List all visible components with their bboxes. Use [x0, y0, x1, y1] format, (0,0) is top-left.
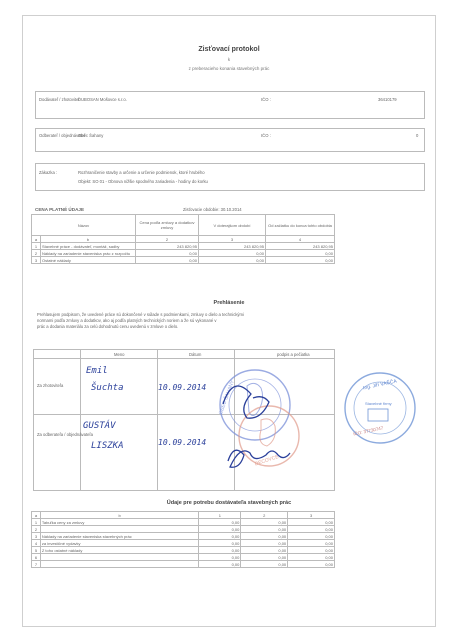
row-value: 0,00: [266, 257, 335, 264]
summary-col-c: Od začiatku do konca tohto obdobia: [266, 215, 335, 236]
firma-stamp: [345, 373, 415, 443]
row-value: 0,00: [136, 250, 199, 257]
hw-zhotovitel-name-2: Šuchta: [91, 383, 124, 393]
odberatel-ico-label: IČO :: [261, 133, 271, 138]
table-row: [32, 533, 335, 540]
row-value: 0,00: [266, 250, 335, 257]
svg-text:OBEC ŠAHANY: OBEC ŠAHANY: [217, 379, 236, 416]
table-row: [32, 519, 335, 526]
prehlasenie-line1: Prehlasujem podpisom, že uvedené práce sú dokončené v súlade s podmienkami, zmluvy o dielo a technickými: [37, 312, 244, 317]
row-value: 0,00: [241, 533, 288, 540]
summary-num-b: b: [41, 236, 136, 243]
row-value: 0,00: [199, 519, 241, 526]
table-row: [32, 547, 335, 554]
row-number: 6: [32, 554, 41, 561]
row-name: Tabuľka ceny za zmluvy: [40, 519, 199, 526]
bottom-num-3: 3: [288, 512, 335, 519]
summary-num-a: a: [32, 236, 41, 243]
row-value: 0,00: [241, 526, 288, 533]
sig-col-name: Meno: [114, 352, 125, 357]
svg-text:Ing. Jiří VAŠČA: Ing. Jiří VAŠČA: [362, 378, 398, 392]
odberatel-name: Obec Šahany: [78, 133, 104, 138]
table-row: [32, 540, 335, 547]
row-name: Ostatné náklady: [41, 257, 136, 264]
bottom-num-a: a: [32, 512, 41, 519]
row-value: 0,00: [241, 547, 288, 554]
hw-zhotovitel-date: 10.09.2014: [158, 383, 207, 392]
sig-col-date: Dátum: [189, 352, 202, 357]
bottom-num-2: 2: [241, 512, 288, 519]
sig-col-sign: podpis a pečiatka: [277, 352, 310, 357]
document-page: [22, 15, 436, 627]
row-value: 0,00: [199, 257, 266, 264]
row-number: 1: [32, 519, 41, 526]
row-name: Náklady na zariadenie staveniska stavebných prác: [40, 533, 199, 540]
summary-num-2: 2: [136, 236, 199, 243]
svg-text:Stavebné firmy: Stavebné firmy: [365, 401, 392, 406]
row-value: 0,00: [199, 526, 241, 533]
odberatel-ico: 0: [416, 133, 419, 138]
obec-stamp: [217, 370, 290, 440]
prehlasenie-heading: Prehlásenie: [213, 300, 245, 306]
row-value: 0,00: [288, 554, 335, 561]
row-value: 0,00: [199, 540, 241, 547]
row-value: 0,00: [288, 526, 335, 533]
zakazka-line1: Rozhraničenie stavby a určenie a určenie podmienok, ktoré hrubého: [78, 170, 205, 175]
row-number: 5: [32, 547, 41, 554]
row-value: 0,00: [199, 547, 241, 554]
hw-objednavatel-date: 10.09.2014: [158, 438, 207, 447]
dodavatel-ico-label: IČO :: [261, 97, 271, 102]
row-name: Stavebné práce - dodávateľ, montáž, sadby: [41, 243, 136, 250]
summary-col-name: Názov: [32, 215, 136, 236]
row-number: 3: [32, 533, 41, 540]
summary-heading: CENA PLATNÉ ÚDAJE: [35, 207, 85, 212]
row-name: [40, 526, 199, 533]
summary-num-3: 3: [199, 236, 266, 243]
summary-period: Zisťovacie obdobie: 30.10.2014: [183, 207, 242, 212]
row-value: 0,00: [288, 561, 335, 568]
prehlasenie-line2: normami podľa zmluvy a dodatkov, ako aj podľa platných technických noriem a že sú vykonané v: [37, 318, 217, 323]
row-number: 7: [32, 561, 41, 568]
dodavatel-label: Dodávateľ / zhotoviteľ: [39, 97, 80, 102]
svg-text:DECOVCE: DECOVCE: [254, 454, 280, 468]
row-value: 0,00: [241, 561, 288, 568]
summary-col-a: Cena podľa zmluvy a dodatkov zmluvy: [136, 215, 199, 236]
row-value: 0,00: [199, 250, 266, 257]
row-value: 0,00: [241, 540, 288, 547]
row-value: 0,00: [288, 547, 335, 554]
hw-objednavatel-name-2: LISZKA: [91, 441, 124, 451]
row-value: 0,00: [288, 540, 335, 547]
table-row: [32, 554, 335, 561]
row-value: 0,00: [288, 533, 335, 540]
odberatel-label: Odberateľ / objednávateľ: [39, 133, 86, 138]
prehlasenie-line3: prác a dodania materiálu za celú dohodnutú cenu uvedenú v zmluve o dielo.: [37, 324, 179, 329]
row-name: Z toho ostatné náklady: [40, 547, 199, 554]
svg-text:IČO: 37730747: IČO: 37730747: [352, 425, 384, 437]
zakazka-line2: Objekt: SO 01 - Obnova nižšie spodného zariadenia - hodiny do korku: [78, 179, 208, 184]
document-subtitle-a: k: [227, 57, 231, 62]
row-number: 2: [32, 526, 41, 533]
document-subtitle-b: z preberacieho konania stavebných prác: [188, 66, 270, 71]
row-value: 243 820,95: [136, 243, 199, 250]
sig-objednavatel-label-1: Za odberateľa / objednávateľa: [37, 432, 93, 437]
row-value: 0,00: [136, 257, 199, 264]
row-value: 243 820,95: [266, 243, 335, 250]
summary-col-b: V doterajšom období: [199, 215, 266, 236]
row-name: [40, 561, 199, 568]
document-title: Zisťovací protokol: [198, 46, 260, 53]
row-name: za investičné vydavky: [40, 540, 199, 547]
row-name: [40, 554, 199, 561]
dodavatel-name: DUBOSAN Mošovce s.r.o.: [78, 97, 127, 102]
row-value: 0,00: [199, 533, 241, 540]
bottom-heading: Údaje pre potrebu dostávateľa stavebných prác: [166, 500, 292, 506]
bottom-num-1: 1: [199, 512, 241, 519]
row-value: 0,00: [241, 519, 288, 526]
row-number: 2: [32, 250, 41, 257]
row-name: Náklady na zariadenie staveniska prác z rozpočtu: [41, 250, 136, 257]
hw-objednavatel-name-1: GUSTÁV: [83, 421, 116, 431]
row-number: 4: [32, 540, 41, 547]
summary-num-4: 4: [266, 236, 335, 243]
zakazka-label: Zákazka :: [39, 170, 58, 175]
row-value: 0,00: [199, 561, 241, 568]
row-value: 243 820,95: [199, 243, 266, 250]
dodavatel-ico: 36410179: [378, 97, 397, 102]
row-number: 3: [32, 257, 41, 264]
row-number: 1: [32, 243, 41, 250]
row-value: 0,00: [241, 554, 288, 561]
table-row: [32, 526, 335, 533]
bottom-num-b: b: [40, 512, 199, 519]
hw-zhotovitel-name-1: Emil: [86, 366, 108, 376]
bottom-table: [31, 511, 335, 568]
table-row: [32, 561, 335, 568]
row-value: 0,00: [288, 519, 335, 526]
row-value: 0,00: [199, 554, 241, 561]
sig-zhotovitel-label: Za zhotoviteľa: [37, 383, 64, 388]
